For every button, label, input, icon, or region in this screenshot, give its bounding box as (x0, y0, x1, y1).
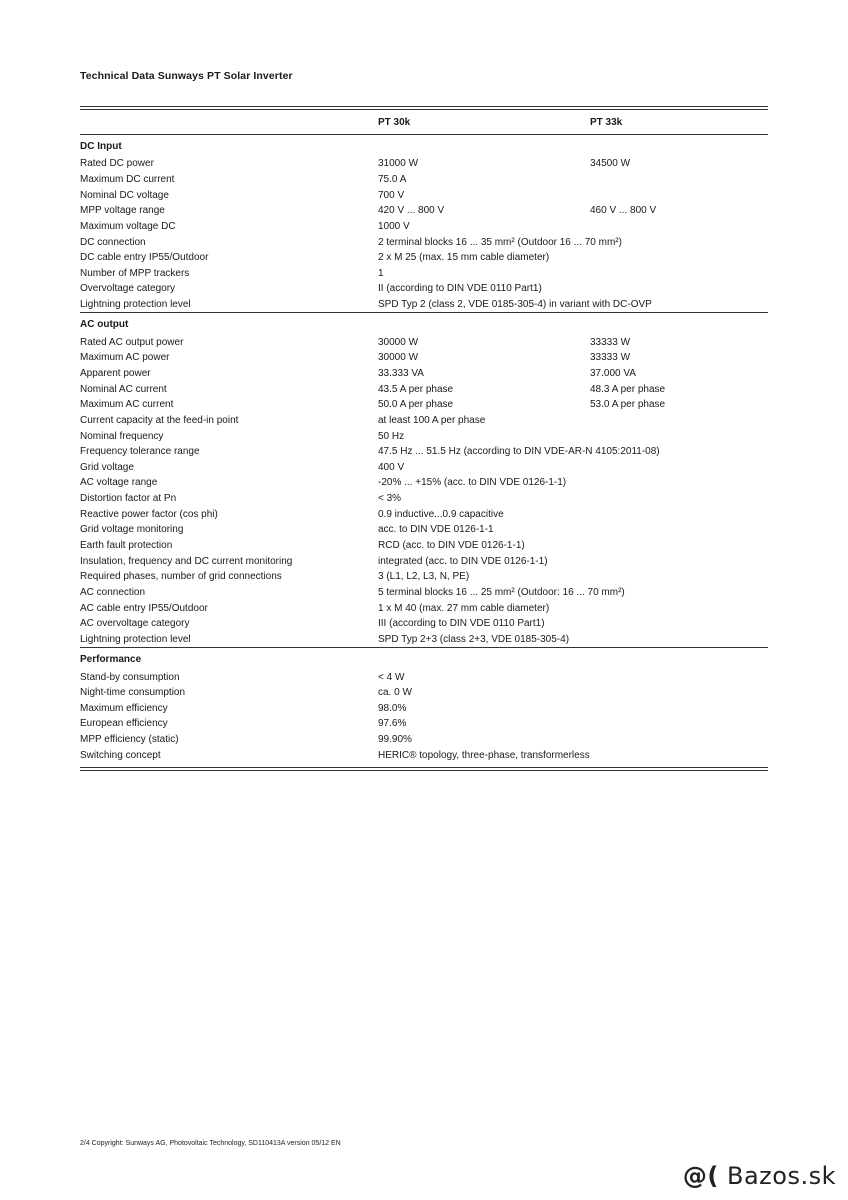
table-sections (80, 134, 768, 771)
value-model-a: RCD (acc. to DIN VDE 0126-1-1) (378, 540, 525, 552)
value-model-a: 30000 W (378, 352, 419, 364)
section-heading (80, 313, 768, 334)
value-model-a: 5 terminal blocks 16 ... 25 mm² (Outdoor: 16 ... 70 mm²) (378, 586, 625, 598)
table-header-row (80, 110, 768, 134)
document-title: Technical Data Sunways PT Solar Inverter (80, 70, 293, 82)
section-heading-label: AC output (80, 319, 129, 331)
table-row (80, 460, 768, 476)
section-heading (80, 135, 768, 156)
table-row (80, 334, 768, 350)
row-label: Grid voltage (80, 461, 134, 473)
table-bottom-rule (80, 767, 768, 771)
table-row (80, 156, 768, 172)
table-row (80, 585, 768, 601)
value-model-a: < 3% (378, 493, 402, 505)
table-row (80, 732, 768, 748)
row-label: Nominal AC current (80, 383, 167, 395)
value-model-a: III (according to DIN VDE 0110 Part1) (378, 618, 545, 630)
value-model-a: 1 x M 40 (max. 27 mm cable diameter) (378, 602, 550, 614)
table-row (80, 685, 768, 701)
table-row (80, 350, 768, 366)
table-row (80, 187, 768, 203)
value-model-a: SPD Typ 2+3 (class 2+3, VDE 0185-305-4) (378, 633, 570, 645)
value-model-a: 3 (L1, L2, L3, N, PE) (378, 571, 470, 583)
spec-table (80, 106, 768, 771)
value-model-a: 420 V ... 800 V (378, 205, 445, 217)
value-model-a: integrated (acc. to DIN VDE 0126-1-1) (378, 555, 548, 567)
table-row (80, 669, 768, 685)
watermark-text: Bazos.sk (727, 1162, 836, 1190)
section-heading-label: Performance (80, 654, 142, 666)
watermark-logo (683, 1162, 836, 1190)
row-label: Maximum DC current (80, 173, 175, 185)
section-heading-label: DC Input (80, 141, 122, 152)
table-row (80, 569, 768, 585)
value-model-b: 34500 W (590, 158, 631, 170)
row-label: AC connection (80, 586, 146, 598)
row-label: Required phases, number of grid connections (80, 571, 282, 583)
table-row (80, 281, 768, 297)
row-label: Rated AC output power (80, 336, 184, 348)
value-model-a: 50 Hz (378, 430, 405, 442)
row-label: Maximum efficiency (80, 702, 168, 714)
table-row (80, 522, 768, 538)
value-model-a: ca. 0 W (378, 687, 412, 699)
table-row (80, 234, 768, 250)
value-model-a: 1 (378, 267, 384, 279)
column-header-model-a: PT 30k (378, 116, 411, 128)
row-label: Rated DC power (80, 158, 154, 170)
watermark-at-icon: @( (682, 1162, 719, 1190)
table-row (80, 716, 768, 732)
value-model-b: 460 V ... 800 V (590, 205, 657, 217)
row-label: Reactive power factor (cos phi) (80, 508, 218, 520)
table-row (80, 600, 768, 616)
table-row (80, 381, 768, 397)
row-label: Maximum voltage DC (80, 220, 176, 232)
table-row (80, 297, 768, 313)
table-row (80, 366, 768, 382)
row-label: Night-time consumption (80, 687, 186, 699)
table-row (80, 553, 768, 569)
column-header-model-b: PT 33k (590, 116, 623, 128)
table-row (80, 265, 768, 281)
value-model-a: 1000 V (378, 220, 410, 232)
row-label: Lightning protection level (80, 299, 191, 311)
value-model-a: II (according to DIN VDE 0110 Part1) (378, 283, 542, 295)
table-row (80, 203, 768, 219)
value-model-a: 0.9 inductive...0.9 capacitive (378, 508, 504, 520)
table-row (80, 538, 768, 554)
row-label: Frequency tolerance range (80, 446, 200, 458)
table-row (80, 444, 768, 460)
value-model-a: 33.333 VA (378, 368, 424, 379)
row-label: MPP efficiency (static) (80, 734, 179, 746)
table-row (80, 701, 768, 717)
row-label: DC cable entry IP55/Outdoor (80, 252, 209, 264)
table-row (80, 491, 768, 507)
value-model-b: 33333 W (590, 336, 631, 348)
value-model-a: 400 V (378, 461, 405, 473)
section-heading (80, 648, 768, 669)
value-model-a: HERIC® topology, three-phase, transformerless (378, 749, 590, 761)
value-model-a: 98.0% (378, 702, 407, 714)
row-label: Nominal frequency (80, 430, 164, 442)
row-label: MPP voltage range (80, 205, 165, 217)
row-label: Insulation, frequency and DC current monitoring (80, 555, 293, 567)
row-label: Lightning protection level (80, 633, 191, 645)
table-row (80, 506, 768, 522)
value-model-a: < 4 W (378, 671, 405, 683)
section-block (80, 135, 768, 312)
row-label: Maximum AC current (80, 399, 174, 411)
value-model-a: 97.6% (378, 718, 407, 730)
value-model-a: 43.5 A per phase (378, 383, 454, 395)
row-label: Current capacity at the feed-in point (80, 414, 239, 426)
section-block (80, 313, 768, 647)
value-model-b: 33333 W (590, 352, 631, 364)
row-label: Earth fault protection (80, 540, 173, 552)
table-row (80, 632, 768, 648)
row-label: Stand-by consumption (80, 671, 180, 683)
value-model-a: 30000 W (378, 336, 419, 348)
value-model-a: 2 terminal blocks 16 ... 35 mm² (Outdoor 16 ... 70 mm²) (378, 236, 622, 248)
table-row (80, 428, 768, 444)
row-label: Apparent power (80, 368, 151, 379)
row-label: DC connection (80, 236, 146, 248)
value-model-a: 31000 W (378, 158, 419, 170)
table-row (80, 475, 768, 491)
table-row (80, 219, 768, 235)
value-model-b: 48.3 A per phase (590, 383, 666, 395)
value-model-a: 99.90% (378, 734, 412, 746)
value-model-b: 37.000 VA (590, 368, 636, 379)
row-label: European efficiency (80, 718, 168, 730)
table-row (80, 172, 768, 188)
row-label: AC cable entry IP55/Outdoor (80, 602, 208, 614)
value-model-a: 75.0 A (378, 173, 407, 185)
value-model-a: 50.0 A per phase (378, 399, 454, 411)
value-model-a: -20% ... +15% (acc. to DIN VDE 0126-1-1) (378, 477, 567, 489)
row-label: AC overvoltage category (80, 618, 190, 630)
table-row (80, 397, 768, 413)
table-row (80, 747, 768, 763)
row-label: Distortion factor at Pn (80, 493, 177, 505)
table-row (80, 413, 768, 429)
table-row (80, 616, 768, 632)
row-label: Overvoltage category (80, 283, 176, 295)
row-label: Maximum AC power (80, 352, 170, 364)
row-label: AC voltage range (80, 477, 158, 489)
row-label: Grid voltage monitoring (80, 524, 184, 536)
section-block (80, 648, 768, 763)
value-model-a: at least 100 A per phase (378, 414, 486, 426)
row-label: Number of MPP trackers (80, 267, 190, 279)
value-model-a: 47.5 Hz ... 51.5 Hz (according to DIN VDE-AR-N 4105:2011-08) (378, 446, 660, 458)
value-model-a: 700 V (378, 189, 405, 201)
value-model-a: acc. to DIN VDE 0126-1-1 (378, 524, 494, 536)
row-label: Switching concept (80, 749, 161, 761)
value-model-b: 53.0 A per phase (590, 399, 666, 411)
value-model-a: SPD Typ 2 (class 2, VDE 0185-305-4) in variant with DC-OVP (378, 299, 652, 311)
table-row (80, 250, 768, 266)
value-model-a: 2 x M 25 (max. 15 mm cable diameter) (378, 252, 550, 264)
row-label: Nominal DC voltage (80, 189, 169, 201)
footer-copyright: 2/4 Copyright: Sunways AG, Photovoltaic Technology, SD110413A version 05/12 EN (80, 1140, 341, 1147)
